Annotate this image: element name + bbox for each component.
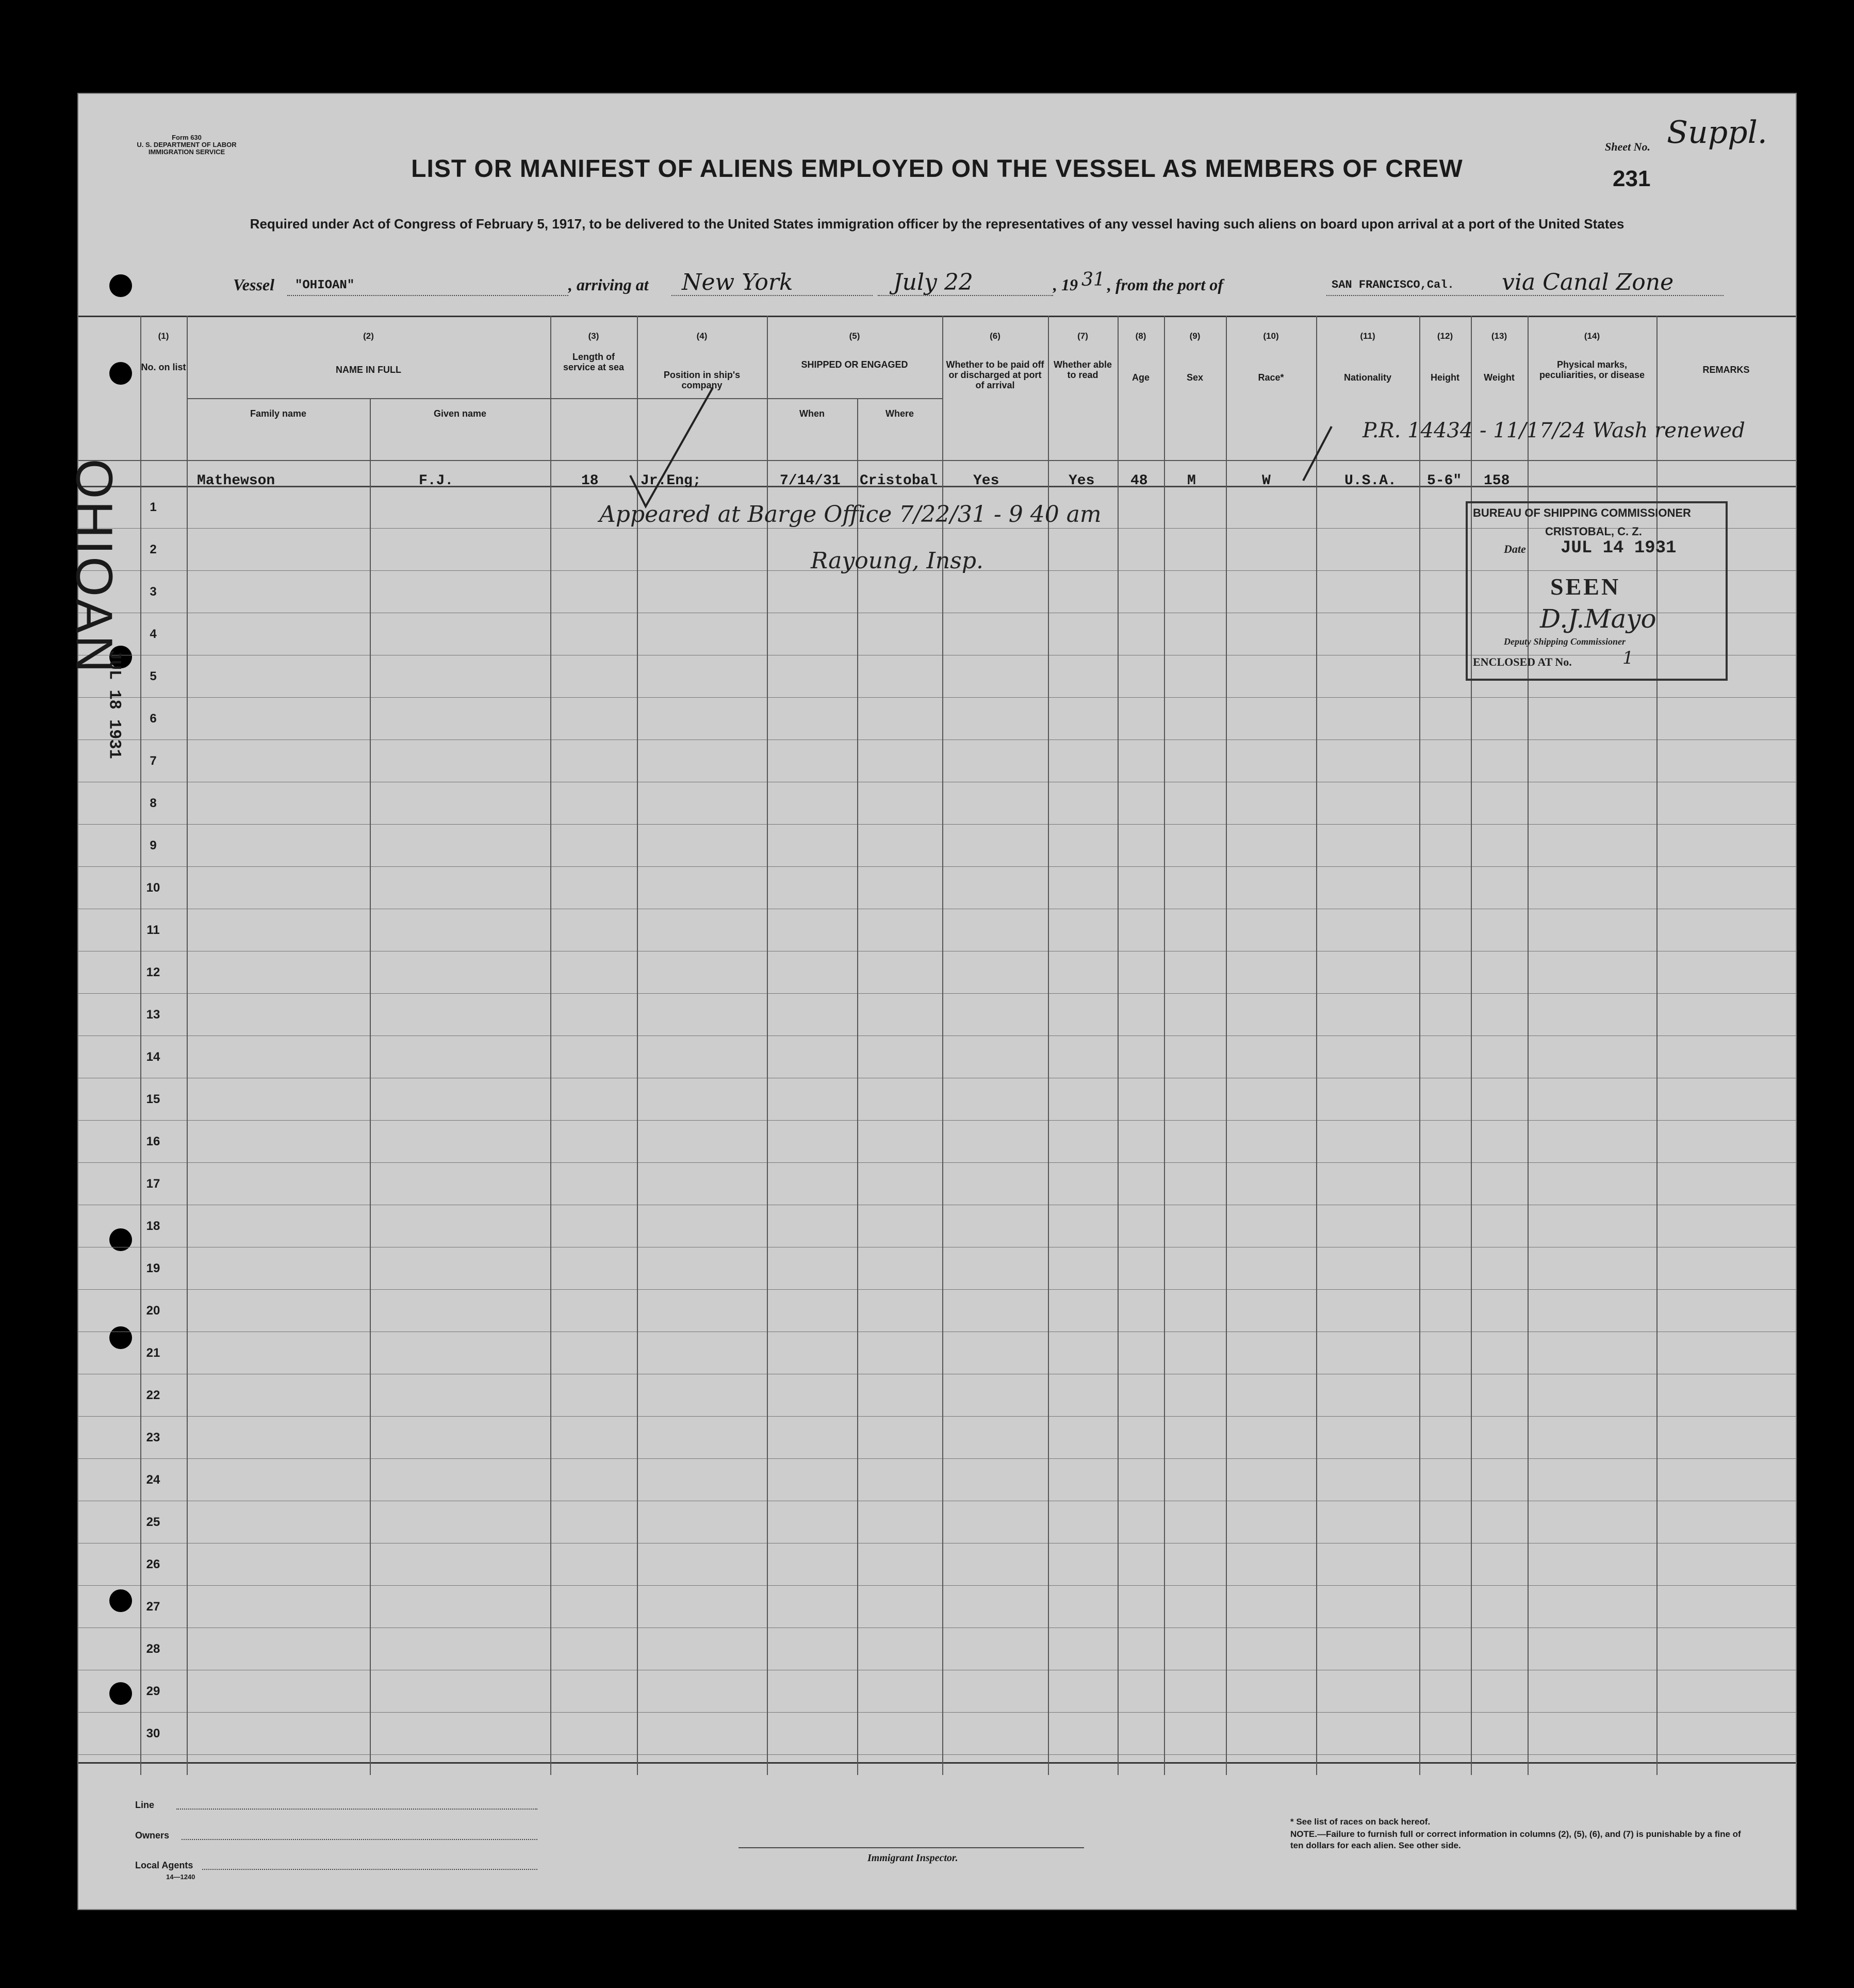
row-line	[78, 1585, 1796, 1586]
subtitle: Required under Act of Congress of February 5, 1917, to be delivered to the United States immigration officer by the representatives of any vessel having such aliens on board upon arrival at a port of the United States	[250, 216, 1625, 232]
form-number: Form 630	[172, 134, 202, 141]
row-line	[78, 1754, 1796, 1755]
punch-hole	[109, 274, 132, 297]
entry-when: 7/14/31	[780, 473, 841, 489]
year-suffix: 31	[1081, 269, 1105, 290]
side-vessel-stamp	[65, 434, 145, 795]
row-number: 23	[146, 1431, 160, 1444]
from-port: SAN FRANCISCO,Cal.	[1332, 278, 1454, 291]
check-mark-icon	[625, 383, 718, 517]
row-line	[78, 1162, 1796, 1163]
form-header-block	[135, 134, 238, 156]
entry-family-name: Mathewson	[197, 473, 275, 489]
col-num-4: (4)	[696, 331, 708, 341]
row-number: 22	[146, 1388, 160, 1402]
handwritten-appeared: Appeared at Barge Office 7/22/31 - 9 40 am	[599, 501, 1102, 528]
row-number: 1	[150, 500, 157, 514]
row-number: 8	[150, 796, 157, 810]
sheet-handwritten: Suppl.	[1667, 114, 1767, 151]
row-number: 5	[150, 669, 157, 683]
col-num-1: (1)	[158, 331, 169, 341]
row-number: 3	[150, 585, 157, 599]
row-number: 28	[146, 1642, 160, 1656]
footer-inspector-label: Immigrant Inspector.	[867, 1852, 958, 1864]
side-stamp-vessel: OHIOAN	[65, 458, 123, 675]
row-number: 29	[146, 1684, 160, 1698]
from-label: , from the port of	[1107, 275, 1223, 294]
sheet-label: Sheet No.	[1605, 140, 1650, 153]
row-line	[78, 1416, 1796, 1417]
col-head-height: Height	[1431, 372, 1459, 383]
side-stamp-date: JUL 18 1931	[105, 650, 124, 759]
shipping-commissioner-stamp	[1466, 501, 1728, 681]
arrival-date: July 22	[893, 269, 973, 295]
entry-service: 18	[581, 473, 599, 489]
row-number: 10	[146, 881, 160, 895]
subcol-given-name: Given name	[433, 408, 487, 419]
col-num-2: (2)	[363, 331, 374, 341]
entry-given-name: F.J.	[419, 473, 454, 489]
handwritten-remark: P.R. 14434 - 11/17/24 Wash renewed	[1363, 419, 1745, 442]
punch-hole	[109, 1326, 132, 1349]
col-num-3: (3)	[588, 331, 599, 341]
row-number: 27	[146, 1600, 160, 1614]
stamp-date: JUL 14 1931	[1561, 538, 1677, 558]
row-line	[78, 866, 1796, 867]
vessel-label: Vessel	[233, 275, 274, 294]
col-num-13: (13)	[1491, 331, 1507, 341]
col-head-sex: Sex	[1186, 372, 1204, 383]
col-head-read: Whether able to read	[1053, 359, 1112, 380]
footer-line-label: Line	[135, 1800, 155, 1810]
subcol-when: When	[799, 408, 825, 419]
entry-age: 48	[1130, 473, 1148, 489]
col-head-position: Position in ship's company	[663, 370, 741, 390]
col-num-12: (12)	[1437, 331, 1453, 341]
punch-hole	[109, 362, 132, 385]
entry-race: W	[1262, 473, 1271, 489]
row-number: 18	[146, 1219, 160, 1233]
subcol-where: Where	[885, 408, 914, 419]
row-line	[78, 1712, 1796, 1713]
entry-able-read: Yes	[1069, 473, 1095, 489]
col-head-paid-off: Whether to be paid off or discharged at port of arrival	[946, 359, 1044, 390]
col-head-physical: Physical marks, peculiarities, or disease	[1539, 359, 1645, 380]
arriving-label: , arriving at	[568, 275, 649, 294]
col-num-10: (10)	[1263, 331, 1279, 341]
footer-penalty-note: NOTE.—Failure to furnish full or correct information in columns (2), (5), (6), and (7) is punishable by a fine of ten dollars for each alien. See other side.	[1290, 1829, 1741, 1850]
row-number: 15	[146, 1092, 160, 1106]
stamp-date-label: Date	[1504, 543, 1526, 555]
col-num-9: (9)	[1189, 331, 1201, 341]
row-number: 30	[146, 1727, 160, 1740]
service: IMMIGRATION SERVICE	[148, 148, 225, 156]
row-number: 26	[146, 1557, 160, 1571]
row-number: 25	[146, 1515, 160, 1529]
col-head-race: Race*	[1258, 372, 1284, 383]
row-number: 17	[146, 1177, 160, 1191]
entry-where: Cristobal	[860, 473, 938, 489]
col-head-age: Age	[1131, 372, 1150, 383]
entry-position: Jr.Eng;	[641, 473, 701, 489]
row-number: 19	[146, 1261, 160, 1275]
col-num-11: (11)	[1360, 331, 1375, 341]
col-num-6: (6)	[990, 331, 1000, 341]
col-head-no: No. on list	[141, 362, 186, 372]
manifest-sheet	[65, 93, 1797, 1910]
subcol-family-name: Family name	[250, 408, 307, 419]
row-number: 4	[150, 627, 157, 641]
vessel-name: "OHIOAN"	[295, 278, 355, 292]
col-head-remarks: REMARKS	[1702, 365, 1750, 375]
footer-agents-label: Local Agents	[135, 1860, 193, 1870]
row-line	[78, 993, 1796, 994]
document-title: LIST OR MANIFEST OF ALIENS EMPLOYED ON THE VESSEL AS MEMBERS OF CREW	[411, 155, 1463, 183]
row-number: 13	[146, 1008, 160, 1022]
row-number: 2	[150, 543, 157, 556]
handwritten-inspector: Rayoung, Insp.	[811, 548, 983, 574]
col-num-14: (14)	[1584, 331, 1600, 341]
col-head-shipped: SHIPPED OR ENGAGED	[801, 359, 908, 370]
col-head-name: NAME IN FULL	[336, 365, 401, 375]
entry-sex: M	[1187, 473, 1196, 489]
row-number: 14	[146, 1050, 160, 1064]
stamp-line1: BUREAU OF SHIPPING COMMISSIONER	[1473, 506, 1691, 519]
via-route: via Canal Zone	[1502, 269, 1674, 295]
vessel-line	[78, 269, 1796, 300]
row-number: 21	[146, 1346, 160, 1360]
col-num-7: (7)	[1077, 331, 1088, 341]
col-num-8: (8)	[1135, 331, 1146, 341]
row-number: 12	[146, 965, 160, 979]
stamp-seen: SEEN	[1550, 573, 1621, 600]
punch-hole	[109, 1228, 132, 1251]
row-number: 20	[146, 1304, 160, 1318]
stamp-enclosed-number: 1	[1622, 648, 1634, 668]
row-line	[78, 824, 1796, 825]
col-head-weight: Weight	[1484, 372, 1515, 383]
entry-height: 5-6"	[1427, 473, 1462, 489]
punch-hole	[109, 1682, 132, 1705]
footer-owners-label: Owners	[135, 1830, 170, 1841]
row-line	[78, 1120, 1796, 1121]
row-line	[78, 1458, 1796, 1459]
row-line	[78, 697, 1796, 698]
tick-mark-icon	[1301, 424, 1337, 486]
punch-hole	[109, 1589, 132, 1612]
row-number: 11	[146, 923, 160, 937]
stamp-signature: D.J.Mayo	[1540, 604, 1656, 634]
row-number: 7	[150, 754, 157, 768]
row-number: 6	[150, 712, 157, 726]
year-prefix: , 19	[1053, 275, 1078, 294]
footer-race-note: * See list of races on back hereof.	[1290, 1817, 1431, 1827]
stamp-title: Deputy Shipping Commissioner	[1504, 636, 1626, 647]
stamp-line2: CRISTOBAL, C. Z.	[1545, 525, 1642, 538]
entry-paid-off: Yes	[973, 473, 999, 489]
row-line	[78, 1289, 1796, 1290]
department: U. S. DEPARTMENT OF LABOR	[137, 141, 237, 149]
stamp-enclosed: ENCLOSED AT No.	[1473, 655, 1572, 668]
row-number: 9	[150, 839, 157, 852]
footer-form-code: 14—1240	[166, 1873, 195, 1881]
entry-weight: 158	[1484, 473, 1510, 489]
col-num-5: (5)	[849, 331, 860, 341]
sheet-number: 231	[1613, 166, 1651, 191]
col-head-nationality: Nationality	[1343, 372, 1391, 383]
entry-nationality: U.S.A.	[1344, 473, 1397, 489]
arriving-port: New York	[682, 269, 793, 295]
row-number: 16	[146, 1135, 160, 1148]
row-number: 24	[146, 1473, 160, 1487]
col-head-service: Length of service at sea	[563, 352, 625, 372]
